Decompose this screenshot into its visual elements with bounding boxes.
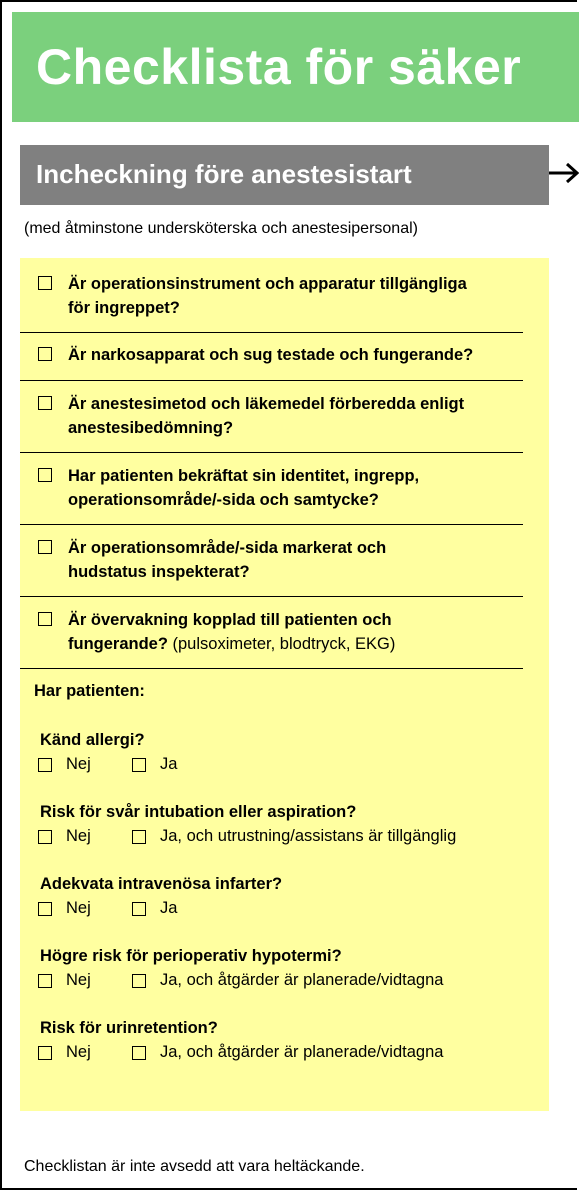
option-label: Ja, och åtgärder är planerade/vidtagna (160, 971, 444, 989)
question-line: Är operationsinstrument och apparatur tillgängliga (68, 275, 467, 293)
option-label: Nej (66, 827, 91, 845)
question-line: för ingreppet? (68, 299, 180, 317)
checkbox[interactable] (38, 902, 52, 916)
question-line: Är operationsområde/-sida markerat och (68, 539, 387, 557)
checkbox[interactable] (132, 902, 146, 916)
checklist-item (20, 453, 523, 525)
question-line: Har patienten bekräftat sin identitet, ingrepp, (68, 467, 420, 485)
question-line: Är övervakning kopplad till patienten och (68, 611, 392, 629)
checkbox[interactable] (38, 758, 52, 772)
section-subtitle: (med åtminstone undersköterska och anestesipersonal) (24, 220, 418, 237)
checklist-item (20, 333, 523, 381)
checklist-item (20, 381, 523, 453)
checklist-item (20, 258, 523, 333)
option-label: Ja, och utrustning/assistans är tillgänglig (160, 827, 457, 845)
section-header (20, 145, 549, 205)
question-line: Är anestesimetod och läkemedel förberedda enligt (68, 395, 465, 413)
question-line: fungerande? (68, 635, 168, 653)
checkbox[interactable] (38, 612, 52, 626)
checkbox[interactable] (132, 758, 146, 772)
option-label: Ja (160, 899, 178, 917)
checkbox[interactable] (38, 347, 52, 361)
title-banner (12, 12, 579, 122)
option-label: Nej (66, 755, 91, 773)
arrow-right-icon (549, 158, 579, 188)
question-note: (pulsoximeter, blodtryck, EKG) (172, 635, 396, 653)
question-line: hudstatus inspekterat? (68, 563, 250, 581)
checkbox[interactable] (38, 396, 52, 410)
risk-question: Adekvata intravenösa infarter? (40, 875, 283, 893)
section-title: Incheckning före anestesistart (36, 159, 412, 189)
checkbox[interactable] (132, 830, 146, 844)
checkbox[interactable] (38, 974, 52, 988)
checklist-item (20, 525, 523, 597)
checkbox[interactable] (38, 1046, 52, 1060)
option-label: Ja (160, 755, 178, 773)
option-label: Nej (66, 971, 91, 989)
checkbox[interactable] (132, 1046, 146, 1060)
footer-note: Checklistan är inte avsedd att vara heltäckande. (24, 1158, 365, 1175)
question-line: Är narkosapparat och sug testade och fungerande? (68, 346, 474, 364)
option-label: Nej (66, 899, 91, 917)
risk-question: Känd allergi? (40, 731, 145, 749)
risk-question: Högre risk för perioperativ hypotermi? (40, 947, 342, 965)
checklist-item (20, 597, 523, 669)
question-line: operationsområde/-sida och samtycke? (68, 491, 379, 509)
patient-heading: Har patienten: (34, 682, 145, 700)
question-line: anestesibedömning? (68, 419, 234, 437)
checkbox[interactable] (38, 468, 52, 482)
checkbox[interactable] (38, 276, 52, 290)
page-title: Checklista för säker (36, 39, 522, 95)
checkbox[interactable] (38, 830, 52, 844)
option-label: Nej (66, 1043, 91, 1061)
checkbox[interactable] (38, 540, 52, 554)
checkbox[interactable] (132, 974, 146, 988)
checklist-panel (20, 258, 549, 1111)
option-label: Ja, och åtgärder är planerade/vidtagna (160, 1043, 444, 1061)
risk-question: Risk för urinretention? (40, 1019, 218, 1037)
risk-question: Risk för svår intubation eller aspiration? (40, 803, 357, 821)
